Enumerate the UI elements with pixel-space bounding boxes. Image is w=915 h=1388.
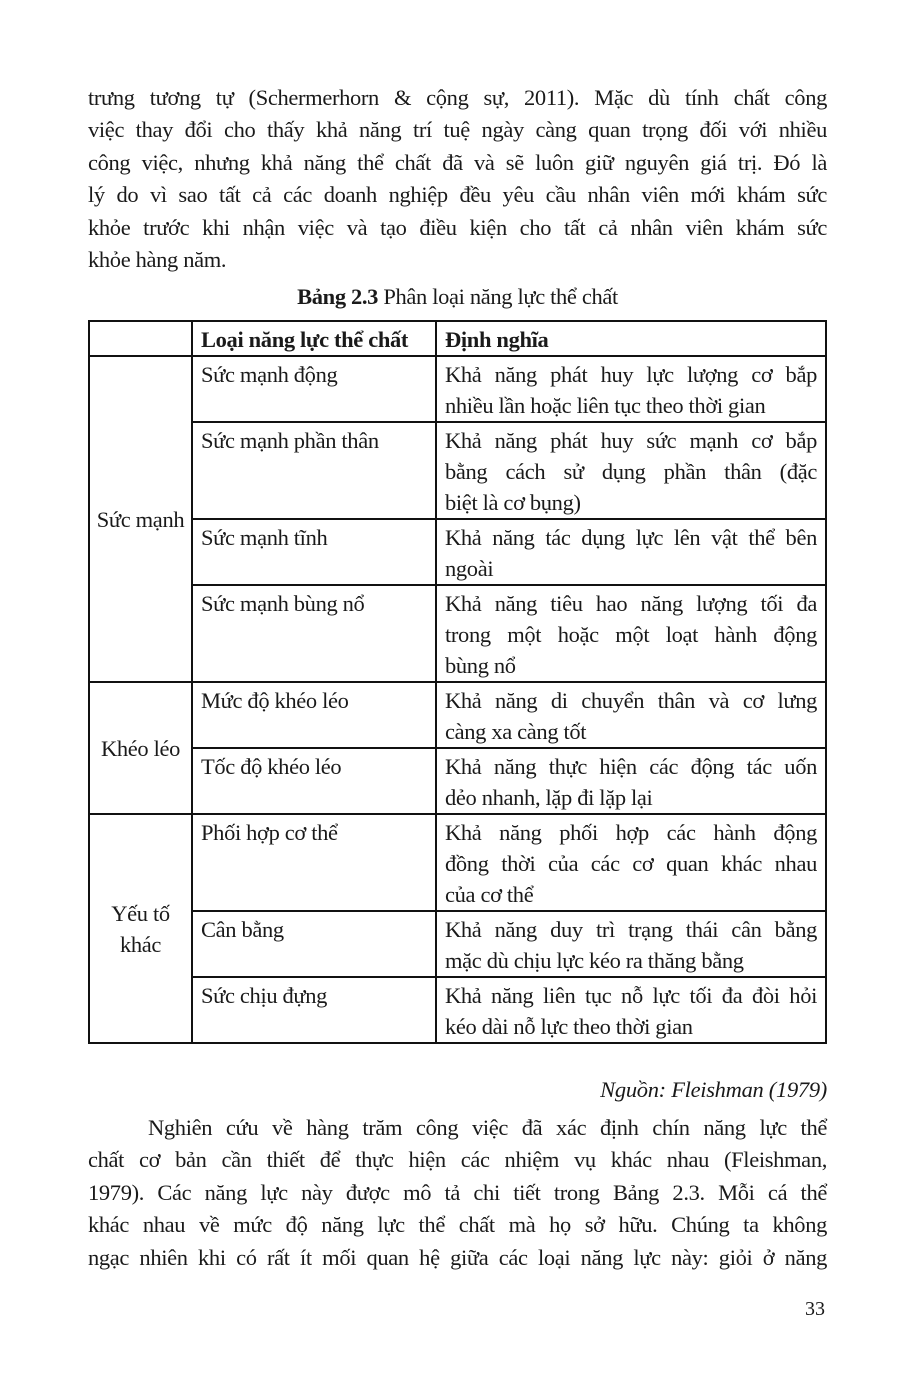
definition-line: Khả năng phát huy lực lượng cơ bắp <box>445 362 817 387</box>
type-cell: Tốc độ khéo léo <box>192 748 436 814</box>
type-cell: Phối hợp cơ thể <box>192 814 436 911</box>
table-row <box>89 682 826 748</box>
text-line: chất cơ bản cần thiết để thực hiện các nhiệm vụ khác nhau (Fleishman, <box>88 1147 827 1173</box>
text-line: lý do vì sao tất cả các doanh nghiệp đều yêu cầu nhân viên mới khám sức <box>88 182 827 208</box>
header-type: Loại năng lực thể chất <box>192 321 436 356</box>
text-line: khỏe hàng năm. <box>88 247 227 273</box>
text-line: khác nhau về mức độ năng lực thể chất mà họ sở hữu. Chúng ta không <box>88 1212 827 1238</box>
table-row <box>89 748 826 814</box>
table-caption <box>88 282 827 312</box>
body-paragraph-2 <box>88 1112 827 1274</box>
table-row <box>89 519 826 585</box>
group-cell-strength: Sức mạnh <box>89 356 192 682</box>
definition-line: bùng nổ <box>445 653 516 678</box>
definition-line: bằng cách sử dụng phần thân (đặc <box>445 459 817 484</box>
type-cell: Sức mạnh động <box>192 356 436 422</box>
definition-line: mặc dù chịu lực kéo ra thăng bằng <box>445 948 744 973</box>
definition-line: ngoài <box>445 556 494 581</box>
header-definition: Định nghĩa <box>436 321 826 356</box>
definition-line: Khả năng liên tục nỗ lực tối đa đòi hỏi <box>445 983 817 1008</box>
text-line: trưng tương tự (Schermerhorn & cộng sự, 2011). Mặc dù tính chất công <box>88 85 827 110</box>
definition-cell <box>436 585 826 682</box>
definition-line: Khả năng phối hợp các hành động <box>445 820 817 845</box>
physical-abilities-table <box>88 320 827 1044</box>
definition-line: Khả năng tác dụng lực lên vật thể bên <box>445 525 817 550</box>
definition-line: nhiều lần hoặc liên tục theo thời gian <box>445 393 766 418</box>
type-cell: Sức chịu đựng <box>192 977 436 1043</box>
table-caption-title: Phân loại năng lực thể chất <box>378 284 618 309</box>
type-cell: Sức mạnh tĩnh <box>192 519 436 585</box>
type-cell: Cân bằng <box>192 911 436 977</box>
definition-cell <box>436 977 826 1043</box>
definition-line: đồng thời của các cơ quan khác nhau <box>445 851 817 876</box>
table-row <box>89 977 826 1043</box>
table-header-row <box>89 321 826 356</box>
type-cell: Sức mạnh phần thân <box>192 422 436 519</box>
definition-cell <box>436 911 826 977</box>
definition-line: càng xa càng tốt <box>445 719 587 744</box>
table-source-note: Nguồn: Fleishman (1979) <box>600 1077 827 1102</box>
table-row <box>89 814 826 911</box>
header-group <box>89 321 192 356</box>
table-row <box>89 356 826 422</box>
definition-cell <box>436 356 826 422</box>
definition-cell <box>436 682 826 748</box>
definition-line: dẻo nhanh, lặp đi lặp lại <box>445 785 653 810</box>
table-caption-label: Bảng 2.3 <box>297 284 379 309</box>
body-paragraph-1 <box>88 82 827 276</box>
table-row <box>89 911 826 977</box>
definition-line: trong một hoặc một loạt hành động <box>445 622 817 647</box>
definition-cell <box>436 814 826 911</box>
definition-line: kéo dài nỗ lực theo thời gian <box>445 1014 693 1039</box>
definition-line: biệt là cơ bụng) <box>445 490 581 515</box>
table-row <box>89 422 826 519</box>
text-line: 1979). Các năng lực này được mô tả chi tiết trong Bảng 2.3. Mỗi cá thể <box>88 1179 827 1205</box>
definition-cell <box>436 748 826 814</box>
type-cell: Sức mạnh bùng nổ <box>192 585 436 682</box>
definition-cell <box>436 519 826 585</box>
text-line: công việc, nhưng khả năng thể chất đã và sẽ luôn giữ nguyên giá trị. Đó là <box>88 149 827 175</box>
text-line: ngạc nhiên khi có rất ít mối quan hệ giữa các loại năng lực này: giỏi ở năng <box>88 1244 827 1270</box>
definition-line: Khả năng tiêu hao năng lượng tối đa <box>445 591 817 616</box>
text-line: khỏe trước khi nhận việc và tạo điều kiện cho tất cả nhân viên khám sức <box>88 214 827 240</box>
table-row <box>89 585 826 682</box>
group-cell-other-factors: Yếu tố khác <box>89 814 192 1043</box>
definition-line: Khả năng thực hiện các động tác uốn <box>445 754 817 779</box>
definition-line: Khả năng phát huy sức mạnh cơ bắp <box>445 428 817 453</box>
definition-line: Khả năng di chuyển thân và cơ lưng <box>445 688 817 713</box>
type-cell: Mức độ khéo léo <box>192 682 436 748</box>
definition-line: Khả năng duy trì trạng thái cân bằng <box>445 917 817 942</box>
group-cell-flexibility: Khéo léo <box>89 682 192 814</box>
definition-cell <box>436 422 826 519</box>
text-line: việc thay đổi cho thấy khả năng trí tuệ ngày càng quan trọng đối với nhiều <box>88 117 827 143</box>
text-line: Nghiên cứu về hàng trăm công việc đã xác định chín năng lực thể <box>148 1115 827 1140</box>
definition-line: của cơ thể <box>445 882 534 907</box>
page-number: 33 <box>805 1298 825 1320</box>
